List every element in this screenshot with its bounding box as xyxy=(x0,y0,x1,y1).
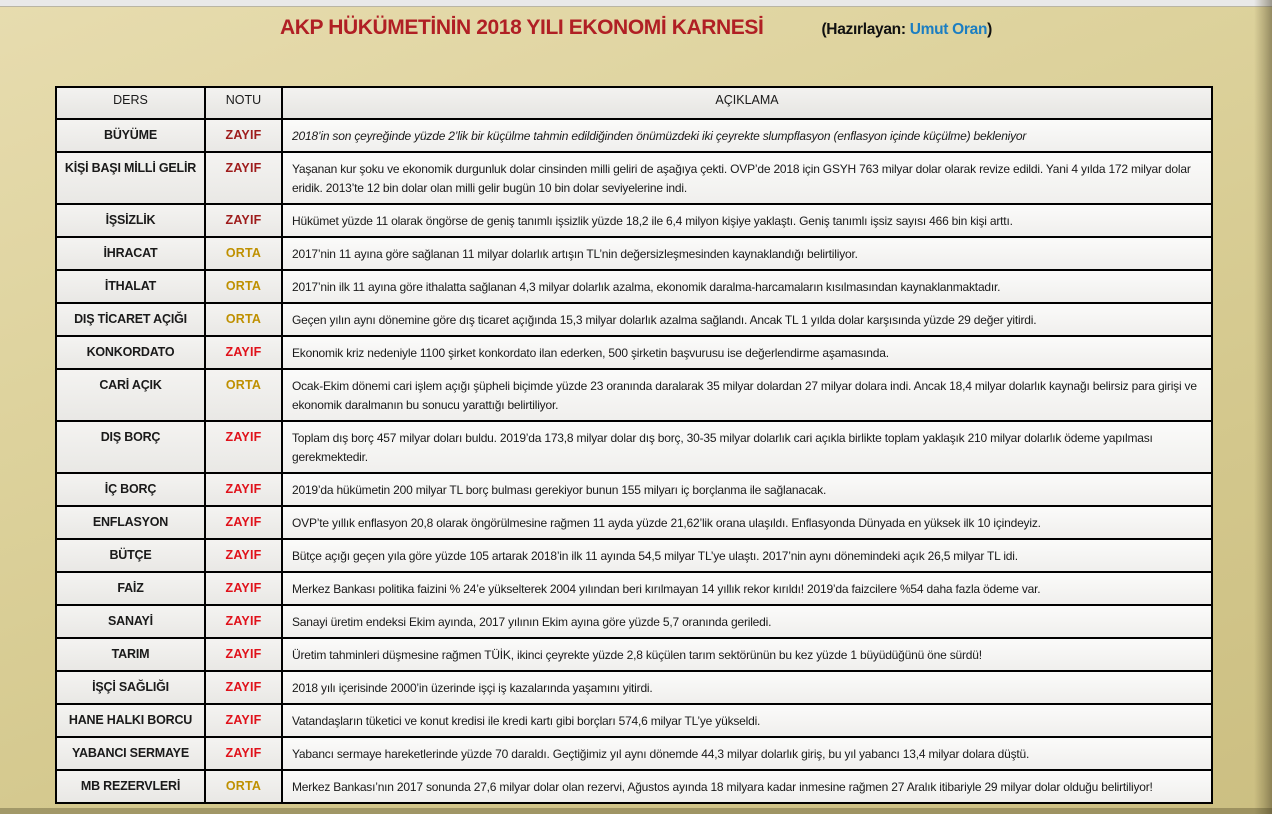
table-row xyxy=(56,152,1212,204)
table-row xyxy=(56,605,1212,638)
aciklama-cell: OVP’te yıllık enflasyon 20,8 olarak öngörülmesine rağmen 11 ayda yüzde 21,62’lik orana ulaşıldı. Enflasyonda Dünyada en yüksek ilk 10 içindeyiz. xyxy=(282,506,1212,539)
ders-cell: İŞÇİ SAĞLIĞI xyxy=(56,671,205,704)
table-row xyxy=(56,770,1212,803)
table-row xyxy=(56,369,1212,421)
notu-cell: ZAYIF xyxy=(205,737,282,770)
table-row xyxy=(56,638,1212,671)
prepared-by-prefix: (Hazırlayan: xyxy=(821,21,910,38)
notu-cell: ZAYIF xyxy=(205,421,282,473)
ders-cell: YABANCI SERMAYE xyxy=(56,737,205,770)
ders-cell: İTHALAT xyxy=(56,270,205,303)
aciklama-cell: Toplam dış borç 457 milyar doları buldu. 2019’da 173,8 milyar dolar dış borç, 30-35 milyar dolarlık cari açıkla birlikte toplam yaklaşık 210 milyar dolarlık ödeme yapılması gerekmektedir. xyxy=(282,421,1212,473)
table-row xyxy=(56,237,1212,270)
right-edge-shadow xyxy=(1254,0,1272,814)
aciklama-cell: Bütçe açığı geçen yıla göre yüzde 105 artarak 2018’in ilk 11 ayında 54,5 milyar TL’ye ulaştı. 2017’nin aynı dönemindeki açık 26,5 milyar TL idi. xyxy=(282,539,1212,572)
aciklama-cell: 2019’da hükümetin 200 milyar TL borç bulması gerekiyor bunun 155 milyarı iç borçlanma ile sağlanacak. xyxy=(282,473,1212,506)
aciklama-cell: Sanayi üretim endeksi Ekim ayında, 2017 yılının Ekim ayına göre yüzde 5,7 oranında geriledi. xyxy=(282,605,1212,638)
table-row xyxy=(56,421,1212,473)
ders-cell: ENFLASYON xyxy=(56,506,205,539)
prepared-by xyxy=(821,21,992,39)
economy-report-table xyxy=(55,86,1213,804)
notu-cell: ZAYIF xyxy=(205,473,282,506)
page-title: AKP HÜKÜMETİNİN 2018 YILI EKONOMİ KARNESİ xyxy=(280,16,764,39)
aciklama-cell: Ocak-Ekim dönemi cari işlem açığı şüpheli biçimde yüzde 23 oranında daralarak 35 milyar dolardan 27 milyar dolara indi. Ancak 18,4 milyar dolarlık kaynağı belirsiz para girişi ve ekonomik daralmanın bu sonucu yarattığı belirtiliyor. xyxy=(282,369,1212,421)
aciklama-cell: Ekonomik kriz nedeniyle 1100 şirket konkordato ilan ederken, 500 şirketin başvurusu ise değerlendirme aşamasında. xyxy=(282,336,1212,369)
bottom-edge-shadow xyxy=(0,808,1272,814)
notu-cell: ZAYIF xyxy=(205,671,282,704)
ders-cell: BÜTÇE xyxy=(56,539,205,572)
table-row xyxy=(56,671,1212,704)
table-row xyxy=(56,303,1212,336)
aciklama-cell: Yaşanan kur şoku ve ekonomik durgunluk dolar cinsinden milli geliri de aşağıya çekti. OVP’de 2018 için GSYH 763 milyar dolar olarak revize edildi. Yani 4 yılda 172 milyar dolar eridik. 2013’te 12 bin dolar olan milli gelir bugün 10 bin dolar seviyelerine indi. xyxy=(282,152,1212,204)
ders-cell: HANE HALKI BORCU xyxy=(56,704,205,737)
ders-cell: İŞSİZLİK xyxy=(56,204,205,237)
ders-cell: İHRACAT xyxy=(56,237,205,270)
title-bar xyxy=(0,16,1272,40)
table-row xyxy=(56,204,1212,237)
notu-cell: ORTA xyxy=(205,237,282,270)
table-header-row xyxy=(56,87,1212,119)
ders-cell: MB REZERVLERİ xyxy=(56,770,205,803)
ders-cell: DIŞ TİCARET AÇIĞI xyxy=(56,303,205,336)
ders-cell: İÇ BORÇ xyxy=(56,473,205,506)
ders-cell: BÜYÜME xyxy=(56,119,205,152)
header-aciklama: AÇIKLAMA xyxy=(282,87,1212,119)
table-row xyxy=(56,539,1212,572)
aciklama-cell: Üretim tahminleri düşmesine rağmen TÜİK, ikinci çeyrekte yüzde 2,8 küçülen tarım sektörünün bu kez yüzde 1 büyüdüğünü öne sürdü! xyxy=(282,638,1212,671)
ders-cell: FAİZ xyxy=(56,572,205,605)
ders-cell: KİŞİ BAŞI MİLLİ GELİR xyxy=(56,152,205,204)
header-notu: NOTU xyxy=(205,87,282,119)
notu-cell: ZAYIF xyxy=(205,119,282,152)
top-edge-strip xyxy=(0,0,1272,7)
table-row xyxy=(56,737,1212,770)
table-row xyxy=(56,473,1212,506)
notu-cell: ZAYIF xyxy=(205,539,282,572)
aciklama-cell: 2018 yılı içerisinde 2000’in üzerinde işçi iş kazalarında yaşamını yitirdi. xyxy=(282,671,1212,704)
notu-cell: ORTA xyxy=(205,303,282,336)
table-row xyxy=(56,572,1212,605)
notu-cell: ZAYIF xyxy=(205,704,282,737)
ders-cell: DIŞ BORÇ xyxy=(56,421,205,473)
notu-cell: ORTA xyxy=(205,369,282,421)
notu-cell: ZAYIF xyxy=(205,605,282,638)
ders-cell: KONKORDATO xyxy=(56,336,205,369)
ders-cell: SANAYİ xyxy=(56,605,205,638)
notu-cell: ORTA xyxy=(205,270,282,303)
ders-cell: TARIM xyxy=(56,638,205,671)
notu-cell: ZAYIF xyxy=(205,572,282,605)
prepared-by-suffix: ) xyxy=(987,21,992,38)
table-row xyxy=(56,704,1212,737)
aciklama-cell: Merkez Bankası politika faizini % 24’e yükselterek 2004 yılından beri kırılmayan 14 yıllık rekor kırıldı! 2019’da faizcilere %54 daha fazla ödeme var. xyxy=(282,572,1212,605)
notu-cell: ZAYIF xyxy=(205,152,282,204)
prepared-by-author: Umut Oran xyxy=(909,21,988,38)
aciklama-cell: 2017’nin ilk 11 ayına göre ithalatta sağlanan 4,3 milyar dolarlık azalma, ekonomik daralma-harcamaların kısılmasından kaynaklanmaktadır. xyxy=(282,270,1212,303)
ders-cell: CARİ AÇIK xyxy=(56,369,205,421)
notu-cell: ZAYIF xyxy=(205,638,282,671)
aciklama-cell: Yabancı sermaye hareketlerinde yüzde 70 daraldı. Geçtiğimiz yıl aynı dönemde 44,3 milyar dolarlık giriş, bu yıl yabancı 13,4 milyar dolara düştü. xyxy=(282,737,1212,770)
notu-cell: ZAYIF xyxy=(205,204,282,237)
header-ders: DERS xyxy=(56,87,205,119)
aciklama-cell: 2018’in son çeyreğinde yüzde 2’lik bir küçülme tahmin edildiğinden önümüzdeki iki çeyrekte slumpflasyon (enflasyon içinde küçülme) bekleniyor xyxy=(282,119,1212,152)
notu-cell: ZAYIF xyxy=(205,506,282,539)
aciklama-cell: Merkez Bankası’nın 2017 sonunda 27,6 milyar dolar olan rezervi, Ağustos ayında 18 milyara kadar inmesine rağmen 27 Aralık itibariyle 29 milyar dolar olduğu belirtiliyor! xyxy=(282,770,1212,803)
aciklama-cell: 2017’nin 11 ayına göre sağlanan 11 milyar dolarlık artışın TL’nin değersizleşmesinden kaynaklandığı belirtiliyor. xyxy=(282,237,1212,270)
aciklama-cell: Hükümet yüzde 11 olarak öngörse de geniş tanımlı işsizlik yüzde 18,2 ile 6,4 milyon kişiye yaklaştı. Geniş tanımlı işsiz sayısı 466 bin kişi arttı. xyxy=(282,204,1212,237)
aciklama-cell: Geçen yılın aynı dönemine göre dış ticaret açığında 15,3 milyar dolarlık azalma sağlandı. Ancak TL 1 yılda dolar karşısında yüzde 29 değer yitirdi. xyxy=(282,303,1212,336)
aciklama-cell: Vatandaşların tüketici ve konut kredisi ile kredi kartı gibi borçları 574,6 milyar TL’ye yükseldi. xyxy=(282,704,1212,737)
notu-cell: ZAYIF xyxy=(205,336,282,369)
table-row xyxy=(56,336,1212,369)
table-row xyxy=(56,506,1212,539)
notu-cell: ORTA xyxy=(205,770,282,803)
table-body xyxy=(56,119,1212,803)
table-row xyxy=(56,119,1212,152)
table-row xyxy=(56,270,1212,303)
